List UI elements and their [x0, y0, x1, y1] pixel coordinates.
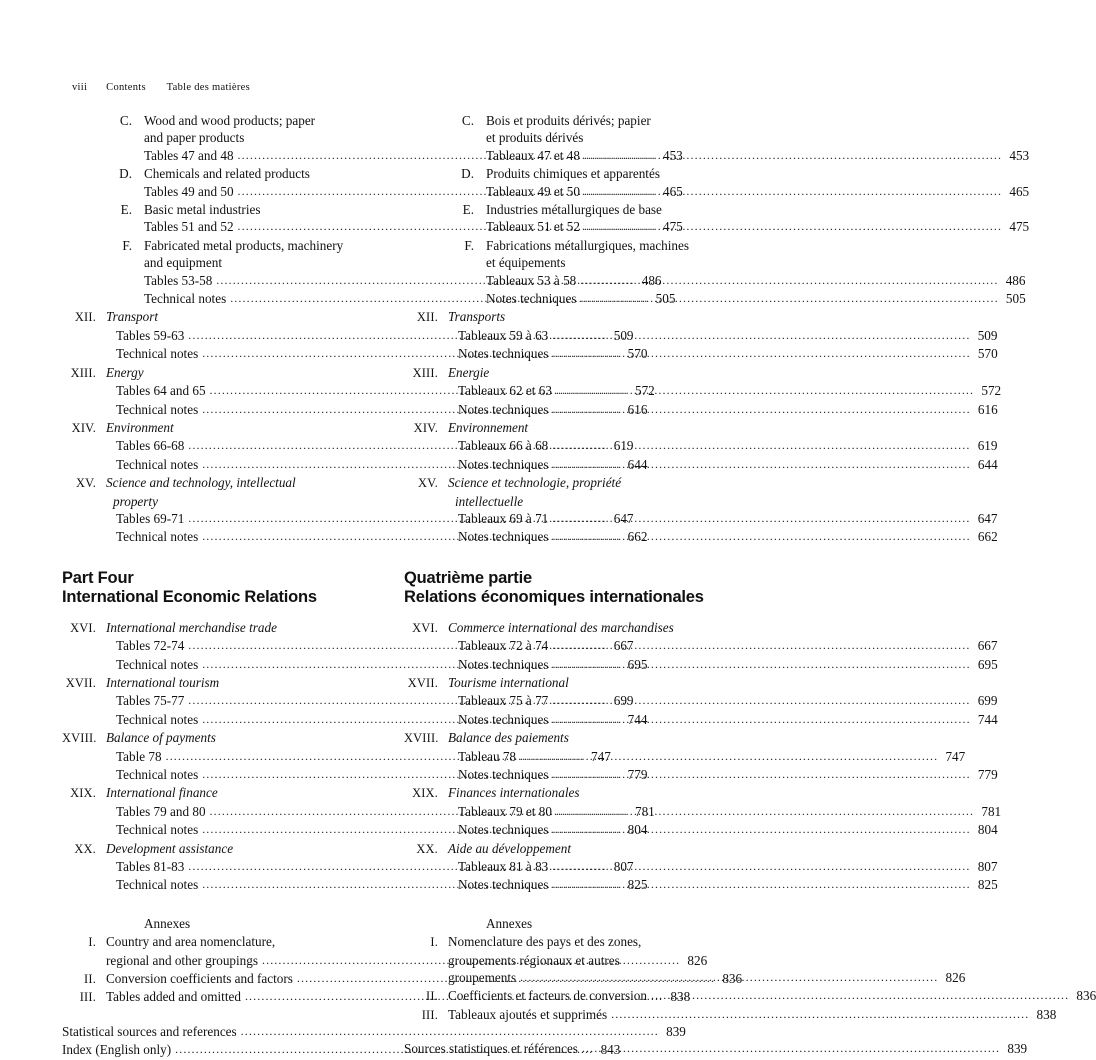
- footer-page-number: 843: [600, 1042, 621, 1058]
- chapter-roman-numeral: XX.: [416, 841, 438, 856]
- dot-leader: [520, 969, 938, 986]
- chapter-title: Aide au développement: [448, 840, 572, 856]
- page-header: [72, 82, 250, 93]
- chapter-roman-numeral: XIV.: [71, 420, 96, 435]
- toc-entry-label: Notes techniques: [458, 877, 549, 893]
- toc-page-number: 781: [981, 803, 1002, 819]
- toc-chapter-heading[interactable]: [62, 674, 396, 692]
- annex-heading[interactable]: [404, 933, 738, 951]
- toc-page-number: 825: [627, 877, 648, 893]
- subsection-letter: D.: [461, 166, 474, 182]
- chapter-title: Energy: [106, 364, 144, 380]
- annex-entry-label: Tableaux ajoutés et supprimés: [448, 1006, 608, 1022]
- subsection-letter: F.: [464, 237, 474, 253]
- toc-page-number: 747: [591, 748, 611, 764]
- toc-entry-label: Technical notes: [116, 711, 199, 727]
- toc-page-number: 486: [641, 272, 662, 288]
- toc-entry-label: Technical notes: [116, 401, 199, 417]
- toc-page-number: 505: [1005, 291, 1026, 307]
- dot-leader: [584, 218, 1002, 235]
- annex-entry-label: regional and other groupings: [106, 952, 258, 968]
- subsection-title: Produits chimiques et apparentés: [486, 166, 660, 182]
- subsection-title: Fabricated metal products, machinery: [144, 237, 344, 253]
- annex-entry-label: Tables added and omitted: [106, 989, 241, 1005]
- toc-entry-label: Tables 64 and 65: [116, 383, 206, 399]
- chapter-title: Commerce international des marchandises: [448, 619, 674, 635]
- toc-entry-label: Tables 53-58: [144, 272, 213, 288]
- chapter-roman-numeral: XVII.: [407, 675, 438, 690]
- subsection-title: Wood and wood products; paper: [144, 113, 316, 128]
- annex-leader-inner: [448, 969, 965, 987]
- chapter-title: Balance of payments: [106, 730, 216, 746]
- annex-title-line: Nomenclature des pays et des zones,: [448, 934, 642, 950]
- subsection-title: Industries métallurgiques de base: [486, 202, 662, 218]
- footer-page-number: 839: [666, 1023, 686, 1039]
- annex-roman-numeral: II.: [426, 989, 438, 1004]
- toc-subsection-heading[interactable]: [62, 129, 396, 146]
- toc-page-number: 509: [977, 327, 998, 343]
- toc-leader-row[interactable]: [404, 272, 1026, 290]
- annex-roman-numeral: III.: [79, 990, 96, 1005]
- chapter-title: Transports: [448, 309, 506, 325]
- chapter-title: Science and technology, intellectual: [106, 475, 296, 491]
- chapter-title: Transport: [106, 309, 159, 325]
- toc-entry-label: Tableaux 62 et 63: [458, 383, 552, 399]
- toc-leader-row[interactable]: [404, 147, 1030, 165]
- dot-leader: [552, 437, 970, 454]
- toc-page-number: 453: [662, 147, 683, 163]
- toc-entry-label: Notes techniques: [458, 456, 549, 472]
- toc-entry-label: Tables 59-63: [116, 327, 185, 343]
- chapter-title: Environnement: [448, 419, 529, 435]
- toc-leader-row[interactable]: [404, 876, 998, 894]
- chapter-roman-numeral: XVI.: [412, 620, 438, 635]
- toc-subsection-heading[interactable]: [62, 201, 396, 218]
- toc-entry-label: Tableaux 72 à 74: [458, 638, 549, 654]
- toc-page-number: 744: [977, 711, 998, 727]
- footer-page-number: 839: [1007, 1041, 1028, 1057]
- toc-subsection-heading[interactable]: [404, 165, 738, 182]
- toc-entry-label: Notes techniques: [458, 822, 549, 838]
- toc-entry-label: Technical notes: [116, 822, 199, 838]
- toc-page-number: 804: [627, 822, 648, 838]
- dot-leader: [552, 327, 970, 344]
- chapter-title: Development assistance: [106, 840, 234, 856]
- toc-leader-row[interactable]: [404, 290, 1026, 308]
- toc-chapter-heading[interactable]: [62, 474, 396, 492]
- annexes-heading: Annexes: [486, 915, 533, 931]
- toc-page-number: 667: [613, 638, 634, 654]
- part-heading-line2: Relations économiques internationales: [404, 588, 704, 607]
- toc-leader-row[interactable]: [404, 345, 998, 363]
- toc-leader-row[interactable]: [404, 858, 998, 876]
- toc-entry-label: Notes techniques: [458, 767, 549, 782]
- toc-leader-row[interactable]: [404, 748, 966, 766]
- toc-chapter-heading[interactable]: [404, 419, 738, 437]
- toc-leader-row[interactable]: [404, 692, 998, 710]
- toc-leader-row[interactable]: [404, 183, 1030, 201]
- chapter-title: intellectuelle: [455, 493, 524, 509]
- toc-entry-label: Technical notes: [116, 456, 199, 472]
- toc-entry-label: Tables 81-83: [116, 859, 185, 875]
- toc-page-number: 747: [945, 748, 966, 764]
- dot-leader: [552, 821, 970, 838]
- toc-page-number: 699: [977, 693, 998, 709]
- toc-entry-label: Tables 51 and 52: [144, 219, 234, 235]
- toc-chapter-heading[interactable]: [404, 364, 738, 382]
- chapter-roman-numeral: XV.: [418, 476, 438, 491]
- contents-heading-en: Contents: [106, 82, 146, 93]
- toc-chapter-heading[interactable]: [62, 729, 396, 747]
- annex-title-line: Country and area nomenclature,: [106, 934, 276, 950]
- toc-page-number: 619: [977, 438, 998, 454]
- annex-heading[interactable]: [404, 952, 738, 969]
- toc-page-number: 570: [627, 346, 648, 362]
- toc-entry-label: Technical notes: [144, 291, 227, 307]
- dot-leader: [556, 803, 974, 820]
- toc-entry-label: Tableau 78: [458, 748, 517, 764]
- dot-leader: [584, 147, 1002, 164]
- chapter-roman-numeral: XVII.: [65, 675, 96, 690]
- annex-entry-label: Coefficients et facteurs de conversion: [448, 988, 647, 1004]
- dot-leader: [552, 858, 970, 875]
- toc-chapter-heading[interactable]: [62, 364, 396, 382]
- subsection-title: and paper products: [144, 130, 245, 146]
- toc-entry-label: Tableaux 75 à 77: [458, 693, 549, 709]
- subsection-letter: C.: [461, 113, 474, 128]
- toc-entry-label: Notes techniques: [458, 529, 549, 545]
- toc-page-number: 779: [627, 767, 648, 782]
- toc-entry-label: Notes techniques: [458, 346, 549, 362]
- subsection-letter: E.: [120, 202, 132, 218]
- dot-leader: [552, 637, 970, 654]
- toc-subsection-heading[interactable]: [62, 254, 396, 271]
- subsection-title: Fabrications métallurgiques, machines: [486, 237, 690, 253]
- annexes-heading: Annexes: [144, 915, 191, 931]
- dot-leader: [520, 748, 938, 765]
- toc-page-number: 662: [627, 529, 648, 545]
- annex-page-number: 826: [687, 952, 708, 968]
- toc-page-number: 744: [627, 711, 648, 727]
- footer-spacer: [404, 1024, 738, 1040]
- toc-entry-label: Tableaux 47 et 48: [486, 147, 580, 163]
- toc-entry-label: Tables 66-68: [116, 438, 185, 454]
- toc-page-number: 505: [655, 291, 676, 307]
- toc-page-number: 807: [977, 859, 998, 875]
- toc-page-number: 644: [627, 456, 648, 472]
- toc-page-number: 572: [634, 383, 655, 399]
- toc-page-number: 509: [613, 327, 634, 343]
- toc-page-number: 807: [613, 859, 634, 875]
- chapter-title: Science et technologie, propriété: [448, 475, 622, 491]
- part-heading: [404, 569, 738, 608]
- toc-entry-label: Technical notes: [116, 877, 199, 893]
- annex-leader-inner: [448, 1006, 1056, 1024]
- chapter-roman-numeral: XIII.: [70, 365, 96, 380]
- chapter-title: International tourism: [106, 674, 220, 690]
- toc-subsection-heading[interactable]: [404, 129, 738, 146]
- folio-number: viii: [72, 82, 88, 93]
- toc-footer-row[interactable]: [62, 1023, 686, 1041]
- annex-entry-label: groupements: [448, 970, 517, 986]
- toc-chapter-heading[interactable]: [404, 474, 738, 492]
- chapter-title: Energie: [448, 364, 490, 380]
- toc-entry-label: Tableaux 59 à 63: [458, 327, 549, 343]
- toc-leader-row[interactable]: [404, 656, 998, 674]
- toc-chapter-heading[interactable]: [404, 619, 738, 637]
- toc-entry-label: Tableaux 81 à 83: [458, 859, 549, 875]
- toc-chapter-heading[interactable]: [404, 840, 738, 858]
- toc-chapter-heading[interactable]: [404, 308, 738, 326]
- subsection-letter: D.: [119, 166, 132, 182]
- part-heading-line1: Quatrième partie: [404, 568, 532, 587]
- toc-chapter-heading[interactable]: [404, 674, 738, 692]
- chapter-title: International finance: [106, 785, 218, 801]
- dot-leader: [580, 290, 998, 307]
- toc-entry-label: Notes techniques: [458, 711, 549, 727]
- chapter-title: Environment: [106, 419, 174, 435]
- toc-footer-row[interactable]: [404, 1040, 1028, 1058]
- toc-entry-label: Tables 72-74: [116, 638, 185, 654]
- part-heading-line2: International Economic Relations: [62, 588, 317, 607]
- toc-entry-label: Tableaux 69 à 71: [458, 510, 549, 526]
- toc-chapter-heading[interactable]: [62, 840, 396, 858]
- annex-page-number: 836: [1076, 988, 1096, 1004]
- dot-leader: [552, 656, 970, 673]
- toc-leader-row[interactable]: [404, 766, 998, 784]
- dot-leader: [584, 183, 1002, 200]
- toc-leader-row[interactable]: [404, 382, 1002, 400]
- toc-entry-label: Notes techniques: [458, 401, 549, 417]
- subsection-title: et produits dérivés: [486, 130, 584, 146]
- chapter-title: Tourisme international: [448, 674, 569, 690]
- toc-page-number: 570: [977, 346, 998, 362]
- toc-page-number: 662: [977, 529, 998, 545]
- toc-entry-label: Table 78: [116, 748, 162, 764]
- dot-leader: [580, 272, 998, 289]
- toc-entry-label: Tableaux 66 à 68: [458, 438, 549, 454]
- dot-leader: [552, 510, 970, 527]
- chapter-roman-numeral: XVI.: [70, 620, 96, 635]
- contents-heading-fr: Table des matières: [166, 82, 251, 93]
- toc-page-number: 572: [981, 383, 1002, 399]
- toc-chapter-heading[interactable]: [404, 493, 738, 510]
- toc-entry-label: Tables 49 and 50: [144, 183, 234, 199]
- annex-title-line: groupements régionaux et autres: [448, 952, 620, 968]
- toc-chapter-heading[interactable]: [62, 619, 396, 637]
- toc-page-number: 647: [977, 510, 998, 526]
- toc-leader-row[interactable]: [404, 218, 1030, 236]
- chapter-roman-numeral: XIII.: [412, 365, 438, 380]
- toc-page-number: 825: [977, 877, 998, 893]
- toc-leader-row[interactable]: [404, 803, 1002, 821]
- annex-leader-row[interactable]: [404, 987, 1096, 1005]
- subsection-title: Bois et produits dérivés; papier: [486, 113, 651, 128]
- annex-page-number: 838: [670, 989, 691, 1005]
- chapter-title: property: [113, 493, 158, 509]
- toc-page-number: 667: [977, 638, 998, 654]
- toc-subsection-heading[interactable]: [62, 237, 396, 254]
- annex-heading[interactable]: [62, 933, 396, 951]
- toc-chapter-heading[interactable]: [62, 308, 396, 326]
- toc-subsection-heading[interactable]: [62, 112, 396, 129]
- chapter-title: Finances internationales: [448, 785, 580, 801]
- dot-leader: [611, 1006, 1029, 1023]
- dot-leader: [552, 876, 970, 893]
- toc-page-number: 695: [627, 656, 648, 672]
- toc-chapter-heading[interactable]: [62, 493, 396, 510]
- toc-entry-label: Tableaux 79 et 80: [458, 803, 552, 819]
- chapter-roman-numeral: XIV.: [413, 420, 438, 435]
- toc-leader-row[interactable]: [404, 401, 998, 419]
- footer-entry-label: Statistical sources and references: [62, 1023, 237, 1039]
- toc-column-french: [404, 112, 1096, 1059]
- footer-entry-label: Sources statistiques et références: [404, 1041, 578, 1057]
- toc-entry-label: Notes techniques: [486, 291, 577, 307]
- footer-entry-label: Index (English only): [62, 1042, 172, 1058]
- subsection-letter: C.: [119, 113, 132, 128]
- toc-entry-label: Tables 75-77: [116, 693, 185, 709]
- subsection-title: Basic metal industries: [144, 202, 261, 218]
- dot-leader: [552, 711, 970, 728]
- annex-entry-label: Conversion coefficients and factors: [106, 971, 293, 987]
- toc-page-number: 465: [1009, 183, 1030, 199]
- dot-leader: [552, 528, 970, 545]
- toc-entry-label: Tables 47 and 48: [144, 147, 234, 163]
- toc-page-number: 486: [1005, 272, 1026, 288]
- annex-roman-numeral: III.: [421, 1007, 438, 1022]
- annex-page-number: 826: [945, 970, 966, 986]
- toc-page-number: 644: [977, 456, 998, 472]
- toc-page-number: 453: [1009, 147, 1030, 163]
- annex-page-number: 836: [722, 971, 743, 987]
- toc-page-number: 781: [634, 803, 655, 819]
- toc-subsection-heading[interactable]: [62, 165, 396, 182]
- toc-entry-label: Technical notes: [116, 346, 199, 362]
- toc-leader-row[interactable]: [404, 327, 998, 345]
- toc-subsection-heading[interactable]: [404, 254, 738, 271]
- subsection-letter: E.: [462, 202, 474, 218]
- toc-subsection-heading[interactable]: [404, 237, 738, 254]
- toc-entry-label: Tableaux 53 à 58: [486, 272, 577, 288]
- toc-page-number: 475: [1009, 219, 1030, 235]
- toc-leader-row[interactable]: [404, 637, 998, 655]
- toc-subsection-heading[interactable]: [404, 112, 738, 129]
- dot-leader: [556, 382, 974, 399]
- toc-page-number: 779: [977, 767, 998, 782]
- chapter-roman-numeral: XX.: [74, 841, 96, 856]
- chapter-roman-numeral: XVIII.: [404, 731, 439, 746]
- subsection-title: and equipment: [144, 255, 223, 271]
- chapter-roman-numeral: XIX.: [412, 786, 438, 801]
- part-heading-line1: Part Four: [62, 568, 134, 587]
- annex-leader-row[interactable]: [404, 969, 966, 987]
- toc-page-number: 695: [977, 656, 998, 672]
- toc-page-number: 804: [977, 822, 998, 838]
- toc-entry-label: Tables 79 and 80: [116, 803, 206, 819]
- toc-entry-label: Tables 69-71: [116, 510, 185, 526]
- toc-entry-label: Technical notes: [116, 767, 199, 782]
- toc-chapter-heading[interactable]: [62, 784, 396, 802]
- annex-roman-numeral: II.: [84, 972, 96, 987]
- subsection-title: et équipements: [486, 255, 566, 271]
- toc-page-number: 647: [613, 510, 634, 526]
- dot-leader: [552, 345, 970, 362]
- toc-page-number: 616: [977, 401, 998, 417]
- dot-leader: [552, 766, 970, 783]
- toc-leader-row[interactable]: [404, 528, 998, 546]
- annex-page-number: 838: [1036, 1006, 1057, 1022]
- dot-leader: [552, 692, 970, 709]
- toc-entry-label: Notes techniques: [458, 656, 549, 672]
- annex-leader-inner: [448, 987, 1096, 1005]
- toc-leader-row[interactable]: [404, 456, 998, 474]
- toc-page-number: 475: [662, 219, 683, 235]
- toc-chapter-heading[interactable]: [404, 729, 738, 747]
- dot-leader: [552, 456, 970, 473]
- toc-subsection-heading[interactable]: [404, 201, 738, 218]
- dot-leader: [651, 987, 1069, 1004]
- dot-leader: [582, 1040, 1000, 1057]
- toc-entry-label: Technical notes: [116, 656, 199, 672]
- toc-page-number: 616: [627, 401, 648, 417]
- toc-chapter-heading[interactable]: [404, 784, 738, 802]
- chapter-roman-numeral: XII.: [74, 310, 96, 325]
- chapter-roman-numeral: XV.: [76, 476, 96, 491]
- toc-entry-label: Technical notes: [116, 529, 199, 545]
- toc-page-number: 699: [613, 693, 634, 709]
- toc-page-number: 465: [662, 183, 683, 199]
- part-heading: [62, 569, 396, 608]
- toc-entry-label: Tableaux 49 et 50: [486, 183, 580, 199]
- toc-chapter-heading[interactable]: [62, 419, 396, 437]
- annex-leader-row[interactable]: [404, 1006, 1057, 1024]
- subsection-letter: F.: [122, 237, 132, 253]
- toc-entry-label: Tableaux 51 et 52: [486, 219, 580, 235]
- toc-leader-row[interactable]: [404, 437, 998, 455]
- chapter-title: Balance des paiements: [448, 730, 569, 746]
- subsection-title: Chemicals and related products: [144, 166, 310, 182]
- chapter-roman-numeral: XIX.: [70, 786, 96, 801]
- dot-leader: [552, 401, 970, 418]
- toc-page-number: 619: [613, 438, 634, 454]
- chapter-title: International merchandise trade: [106, 619, 277, 635]
- chapter-roman-numeral: XVIII.: [62, 731, 97, 746]
- footer-spacer: [62, 1007, 396, 1023]
- toc-leader-row[interactable]: [404, 821, 998, 839]
- annex-roman-numeral: I.: [430, 935, 438, 950]
- chapter-roman-numeral: XII.: [416, 310, 438, 325]
- toc-leader-row[interactable]: [404, 510, 998, 528]
- toc-leader-row[interactable]: [404, 711, 998, 729]
- annex-roman-numeral: I.: [88, 935, 96, 950]
